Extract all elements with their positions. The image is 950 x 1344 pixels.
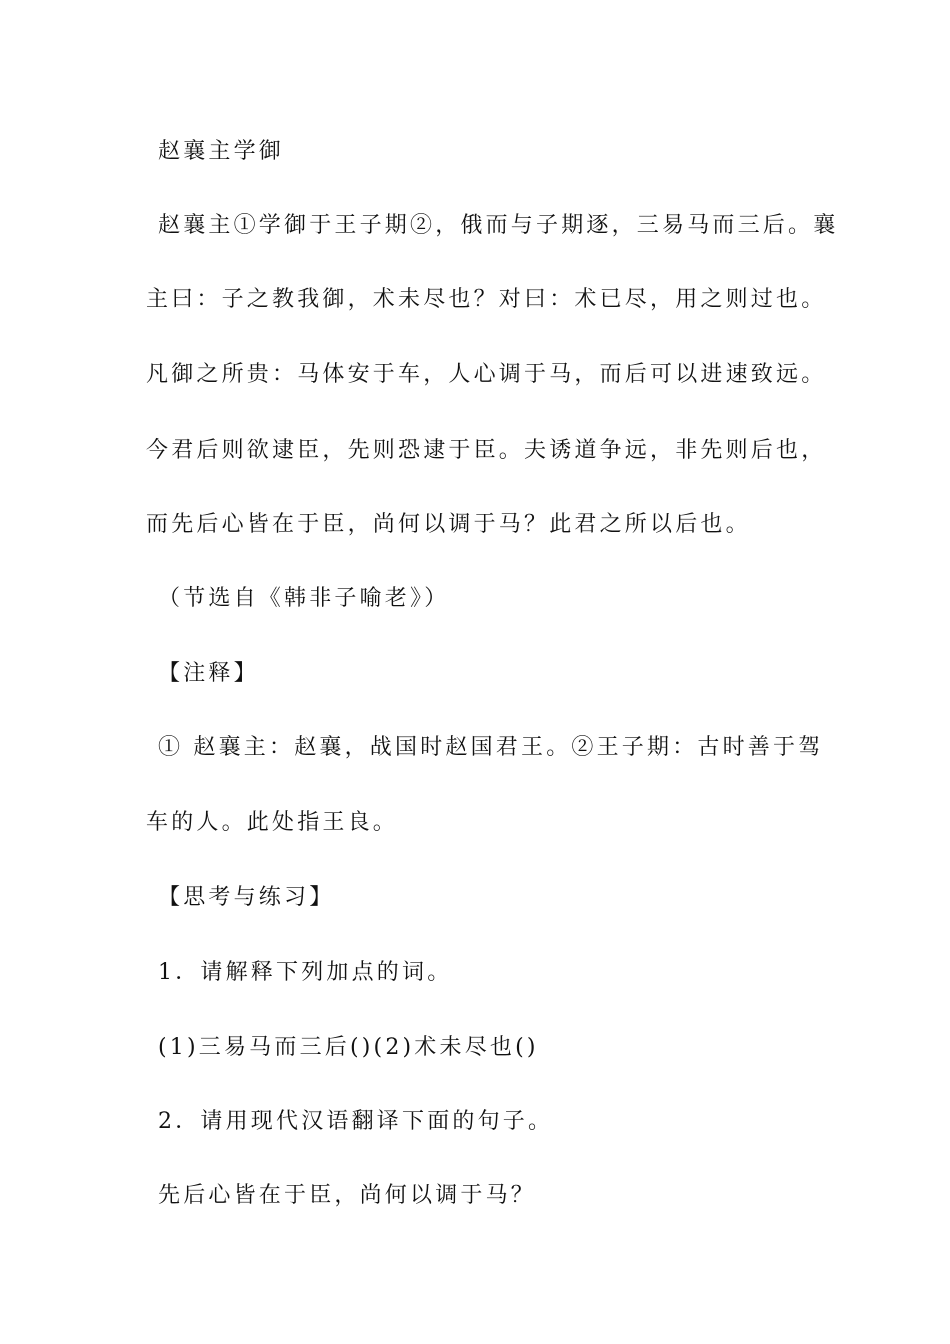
passage-line-4: 今君后则欲逮臣，先则恐逮于臣。夫诱道争远，非先则后也， [146, 438, 827, 463]
passage-line-5: 而先后心皆在于臣，尚何以调于马？此君之所以后也。 [146, 512, 751, 537]
exercise-heading: 【思考与练习】 [158, 885, 335, 910]
exercise-item-2-sentence: 先后心皆在于臣，尚何以调于马？ [158, 1183, 537, 1208]
exercise-item-1: 1．请解释下列加点的词。 [158, 960, 453, 985]
document-title: 赵襄主学御 [158, 139, 285, 164]
exercise-item-2: 2．请用现代汉语翻译下面的句子。 [158, 1109, 554, 1134]
note-line-1: ① 赵襄主：赵襄，战国时赵国君王。②王子期：古时善于驾 [158, 735, 824, 760]
passage-line-3: 凡御之所贵：马体安于车，人心调于马，而后可以进速致远。 [146, 362, 827, 387]
notes-heading: 【注释】 [158, 661, 259, 686]
passage-line-1: 赵襄主①学御于王子期②，俄而与子期逐，三易马而三后。襄 [158, 213, 839, 238]
note-line-2: 车的人。此处指王良。 [146, 810, 399, 835]
source-citation: （节选自《韩非子喻老》） [158, 586, 450, 611]
passage-line-2: 主曰：子之教我御，术未尽也？对曰：术已尽，用之则过也。 [146, 287, 827, 312]
exercise-item-1-blanks: (1)三易马而三后()(2)术未尽也() [158, 1035, 539, 1060]
